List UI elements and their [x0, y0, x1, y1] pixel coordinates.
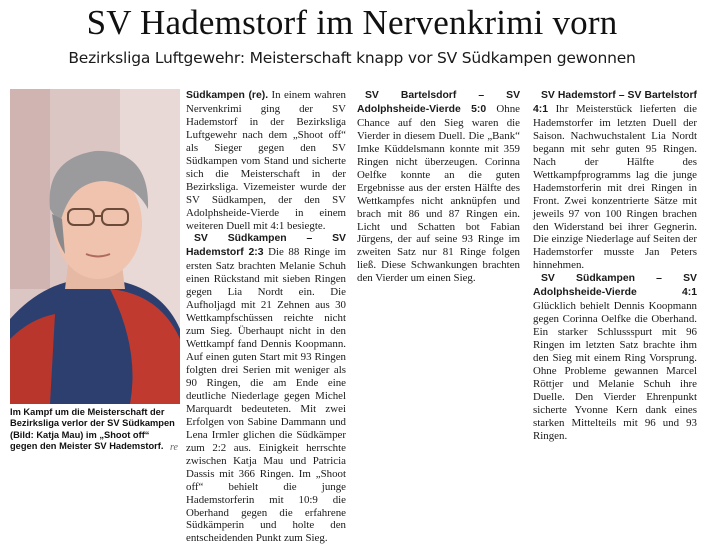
- article-photo: [10, 89, 180, 404]
- paragraph-lead: SV Hademstorf – SV Bartelstorf 4:1: [533, 90, 697, 115]
- paragraph-text: Die 88 Ringe im ersten Satz brachten Melanie Schuh einen Rückstand mit sieben Ringen gegen Lia Nordt ein. Die Aufholjagd mit 21 Zehnen aus 30 Wettkampfschüssen reichte nicht zum Sieg. Überhaupt nicht in den Wettkampf fand Dennis Koopmann. Auf einen guten Start mit 93 Ringen folgten drei Serien mit weniger als 90 Ringen, die am Ende eine deutliche Niederlage gegen Michel Marquardt bedeuteten. Mit zwei Erfolgen von Sabine Dammann und Lena Irmler glichen die Südkämper zum 2:2 aus. Einigkeit herrschte zwischen Katja Mau und Patricia Dassis mit 366 Ringen. Im „Shoot off“ behielt die junge Hademstorferin mit 10:9 die Oberhand gegen die erfahrene Südkämperin und holte den entscheidenden Punkt zum Sieg.: [186, 246, 346, 545]
- paragraph-match-1: [186, 232, 346, 545]
- article-subheadline: Bezirksliga Luftgewehr: Meisterschaft knapp vor SV Südkampen gewonnen: [68, 49, 636, 67]
- paragraph-text: In einem wahren Nervenkrimi ging der SV Hademstorf in der Bezirksliga Luftgewehr nach dem „Shoot off“ als Sieger gegen den SV Südkampen vom Stand und sicherte sich die Meisterschaft in der Bezirksliga. Vizemeister wurde der SV Südkampen, der den SV Adolphsheide-Vierde in einem weiteren Duell mit 4:1 besiegte.: [186, 89, 346, 232]
- paragraph-match-4: [533, 272, 697, 442]
- paragraph-lead: Südkampen (re).: [186, 90, 269, 101]
- article-column-3: [533, 89, 697, 481]
- caption-text: Im Kampf um die Meisterschaft der Bezirksliga verlor der SV Südkampen (Bild: Katja Mau) im „Shoot off“ gegen den Meister SV Hademstorf.: [10, 407, 175, 452]
- paragraph-text: Glücklich behielt Dennis Koopmann gegen Corinna Oelfke die Oberhand. Ein starker Schlussspurt mit 96 Ringen im letzten Satz brachte ihm den Sieg mit einem Ring Vorsprung. Ohne Probleme gewannen Marcel Röttjer und Melanie Schuh ihre Duelle. Den Vierder Ehrenpunkt sicherte Yvonne Kern dank eines starken Mittelteils mit 96 und 93 Ringen.: [533, 300, 697, 442]
- photo-credit: re: [170, 442, 178, 454]
- article-column-2: [357, 89, 520, 481]
- paragraph-lead: SV Südkampen – SV Hademstorf 2:3: [186, 233, 346, 259]
- paragraph-lead: SV Südkampen – SV Adolphsheide-Vierde 4:1: [533, 273, 697, 299]
- paragraph-lead: SV Bartelsdorf – SV Adolphsheide-Vierde 5:0: [357, 90, 520, 115]
- article-column-1: [186, 89, 346, 545]
- paragraph-match-3: [533, 89, 697, 272]
- paragraph-match-2: [357, 89, 520, 285]
- paragraph-intro: [186, 89, 346, 232]
- shooter-photo-illustration: [10, 89, 180, 404]
- paragraph-text: Ohne Chance auf den Sieg waren die Vierder in diesem Duell. Die „Bank“ Imke Küddelsmann konnte mit 359 Ringen nicht überzeugen. Corinna Oelfke konnte an die guten Ergebnisse aus der ersten Hälfte des Wettkampfes nicht anknüpfen und brach mit 86 und 87 Ringen ein. Licht und Schatten bot Fabian Jürgens, der auf seine 93 Ringe im zweiten Satz nur 81 Ringe folgen ließ. Diese Schwankungen brachten den Vierder um einen Sieg.: [357, 102, 521, 285]
- paragraph-text: Ihr Meisterstück lieferten die Hademstorfer im letzten Duell der Saison. Nachwuchstalent Lia Nordt begann mit sehr guten 95 Ringen. Nach der Hälfte des Wettkampfprogramms lag die junge Hademstorferin mit drei Ringen in Front. Zwei konzentrierte Sätze mit jeweils 97 von 100 Ringen brachen den Widerstand bei ihrer Gegnerin. Die einzige Niederlage auf Seiten der Hademstorfer musste Jan Peters hinnehmen.: [533, 102, 697, 272]
- photo-caption: [10, 407, 178, 454]
- article-headline: SV Hademstorf im Nervenkrimi vorn: [86, 3, 618, 42]
